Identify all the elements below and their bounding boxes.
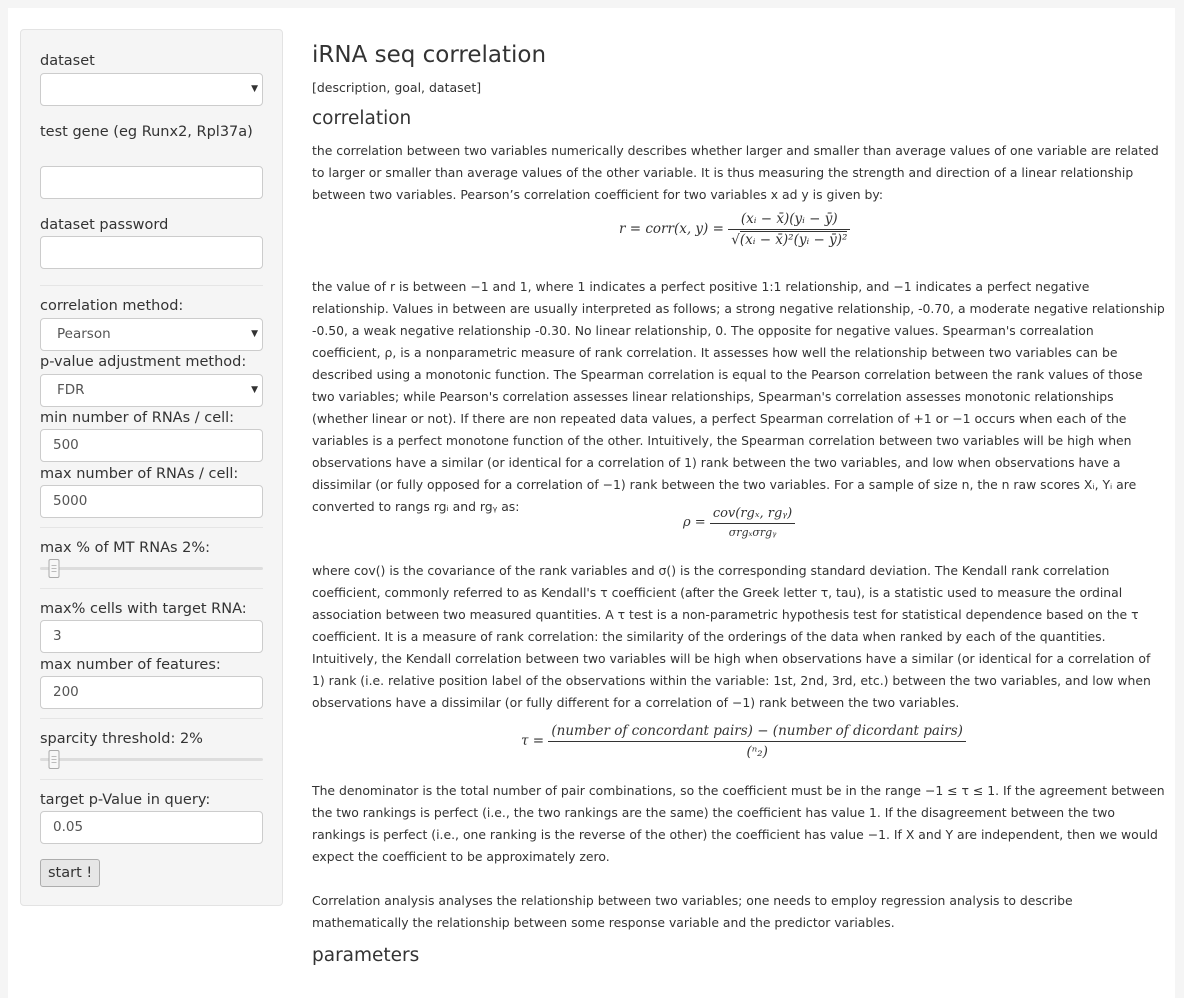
paragraph-pearson: the correlation between two variables numerically describes whether larger and smaller than average values of one variable are related to larger or smaller than average values of the other variable. It is thus measuring the strength and direction of a linear relationship between two variables. Pearson’s correlation coefficient for two variables x ad y is given by: bbox=[312, 143, 1159, 202]
max-features-input[interactable]: 200 bbox=[40, 676, 263, 709]
sparcity-label: sparcity threshold: 2% bbox=[40, 731, 203, 747]
equation-lhs: ρ = bbox=[683, 515, 706, 530]
dataset-password-label: dataset password bbox=[40, 217, 169, 233]
min-rnas-label: min number of RNAs / cell: bbox=[40, 410, 235, 426]
test-gene-label: test gene (eg Runx2, Rpl37a) bbox=[40, 124, 253, 140]
max-cells-target-input[interactable]: 3 bbox=[40, 620, 263, 653]
section-title-parameters: parameters bbox=[312, 945, 420, 966]
page bbox=[8, 8, 1175, 998]
dataset-label: dataset bbox=[40, 53, 95, 69]
padj-method-select[interactable] bbox=[40, 374, 263, 407]
paragraph-regression: Correlation analysis analyses the relationship between two variables; one needs to employ regression analysis to describe mathematically the relationship between some response variable and the predictor variables. bbox=[312, 893, 1073, 930]
equation-denominator: (ⁿ₂) bbox=[746, 744, 768, 760]
dataset-select[interactable] bbox=[40, 73, 263, 106]
slider-handle[interactable] bbox=[49, 559, 60, 578]
equation-lhs: τ = bbox=[521, 733, 545, 749]
slider-handle[interactable] bbox=[49, 750, 60, 769]
paragraph-spearman: the value of r is between −1 and 1, where 1 indicates a perfect positive 1:1 relationship, and −1 indicates a perfect negative relationship. Values in between are usually interpreted as follows; a strong negative relationship, -0.70, a moderate negative relationship -0.50, a weak negative relationship -0.30. No linear relationship, 0. The opposite for negative values. Spearman's correalation coefficient, ρ, is a nonparametric measure of rank correlation. It assesses how well the relationship between two variables can be described using a monotonic function. The Spearman correlation is equal to the Pearson correlation between the rank values of those two variables; while Pearson's correlation assesses linear relationships, Spearman's correlation assesses monotonic relationships (whether linear or not). If there are non repeated data values, a perfect Spearman correlation of +1 or −1 occurs when each of the variables is a perfect monotone function of the other. Intuitively, the Spearman correlation between two variables will be high when observations have a similar (or identical for a correlation of 1) rank between the two variables, and low when observations have a dissimilar (or fully opposed for a correlation of −1) rank between the two variables. For a sample of size n, the n raw scores Xᵢ, Yᵢ are converted to rangs rgᵢ and rgᵧ as: bbox=[312, 279, 1165, 514]
padj-method-value: FDR bbox=[57, 382, 85, 398]
equation-kendall bbox=[521, 723, 966, 760]
correlation-method-value: Pearson bbox=[57, 326, 111, 342]
divider bbox=[40, 718, 263, 719]
divider bbox=[40, 285, 263, 286]
max-mt-label: max % of MT RNAs 2%: bbox=[40, 540, 211, 556]
target-p-label: target p-Value in query: bbox=[40, 792, 211, 808]
equation-denominator: (xᵢ − x̄)²(yᵢ − ȳ)² bbox=[739, 232, 848, 248]
equation-numerator: cov(rgₓ, rgᵧ) bbox=[710, 506, 795, 524]
test-gene-input[interactable] bbox=[40, 166, 263, 199]
max-features-label: max number of features: bbox=[40, 657, 221, 673]
equation-spearman bbox=[683, 506, 795, 539]
correlation-method-label: correlation method: bbox=[40, 298, 184, 314]
min-rnas-input[interactable]: 500 bbox=[40, 429, 263, 462]
equation-numerator: (xᵢ − x̄)(yᵢ − ȳ) bbox=[728, 211, 850, 230]
sidebar-panel bbox=[20, 29, 283, 906]
sparcity-slider[interactable] bbox=[40, 750, 263, 768]
max-cells-target-label: max% cells with target RNA: bbox=[40, 601, 247, 617]
equation-pearson bbox=[619, 211, 850, 248]
paragraph-kendall-range: The denominator is the total number of pair combinations, so the coefficient must be in the range −1 ≤ τ ≤ 1. If the agreement between the two rankings is perfect (i.e., the two rankings are the same) the coefficient has value 1. If the disagreement between the two rankings is perfect (i.e., one ranking is the reverse of the other) the coefficient has value −1. If X and Y are independent, then we would expect the coefficient to be approximately zero. bbox=[312, 783, 1165, 864]
max-rnas-input[interactable]: 5000 bbox=[40, 485, 263, 518]
max-mt-slider[interactable] bbox=[40, 559, 263, 577]
correlation-method-select[interactable] bbox=[40, 318, 263, 351]
equation-denominator: σrgₓσrgᵧ bbox=[728, 526, 777, 539]
chevron-down-icon: ▼ bbox=[251, 84, 258, 94]
slider-track[interactable] bbox=[40, 758, 263, 761]
divider bbox=[40, 779, 263, 780]
sqrt-icon: √ bbox=[731, 232, 740, 248]
start-button[interactable]: start ! bbox=[40, 859, 100, 887]
target-p-input[interactable]: 0.05 bbox=[40, 811, 263, 844]
slider-track[interactable] bbox=[40, 567, 263, 570]
equation-numerator: (number of concordant pairs) − (number of dicordant pairs) bbox=[548, 723, 966, 742]
page-subtitle: [description, goal, dataset] bbox=[312, 80, 482, 95]
divider bbox=[40, 588, 263, 589]
padj-method-label: p-value adjustment method: bbox=[40, 354, 247, 370]
chevron-down-icon: ▼ bbox=[251, 385, 258, 395]
divider bbox=[40, 527, 263, 528]
equation-lhs: r = corr(x, y) = bbox=[619, 221, 724, 237]
max-rnas-label: max number of RNAs / cell: bbox=[40, 466, 239, 482]
page-title: iRNA seq correlation bbox=[312, 42, 547, 68]
section-title-correlation: correlation bbox=[312, 108, 412, 129]
dataset-password-input[interactable] bbox=[40, 236, 263, 269]
paragraph-kendall: where cov() is the covariance of the rank variables and σ() is the corresponding standard deviation. The Kendall rank correlation coefficient, commonly referred to as Kendall's τ coefficient (after the Greek letter τ, tau), is a statistic used to measure the ordinal association between two measured quantities. A τ test is a non-parametric hypothesis test for statistical dependence based on the τ coefficient. It is a measure of rank correlation: the similarity of the orderings of the data when ranked by each of the quantities. Intuitively, the Kendall correlation between two variables will be high when observations have a similar (or identical for a correlation of 1) rank (i.e. relative position label of the observations within the variable: 1st, 2nd, 3rd, etc.) between the two variables, and low when observations have a dissimilar (or fully different for a correlation of −1) rank between the two variables. bbox=[312, 563, 1151, 710]
chevron-down-icon: ▼ bbox=[251, 329, 258, 339]
